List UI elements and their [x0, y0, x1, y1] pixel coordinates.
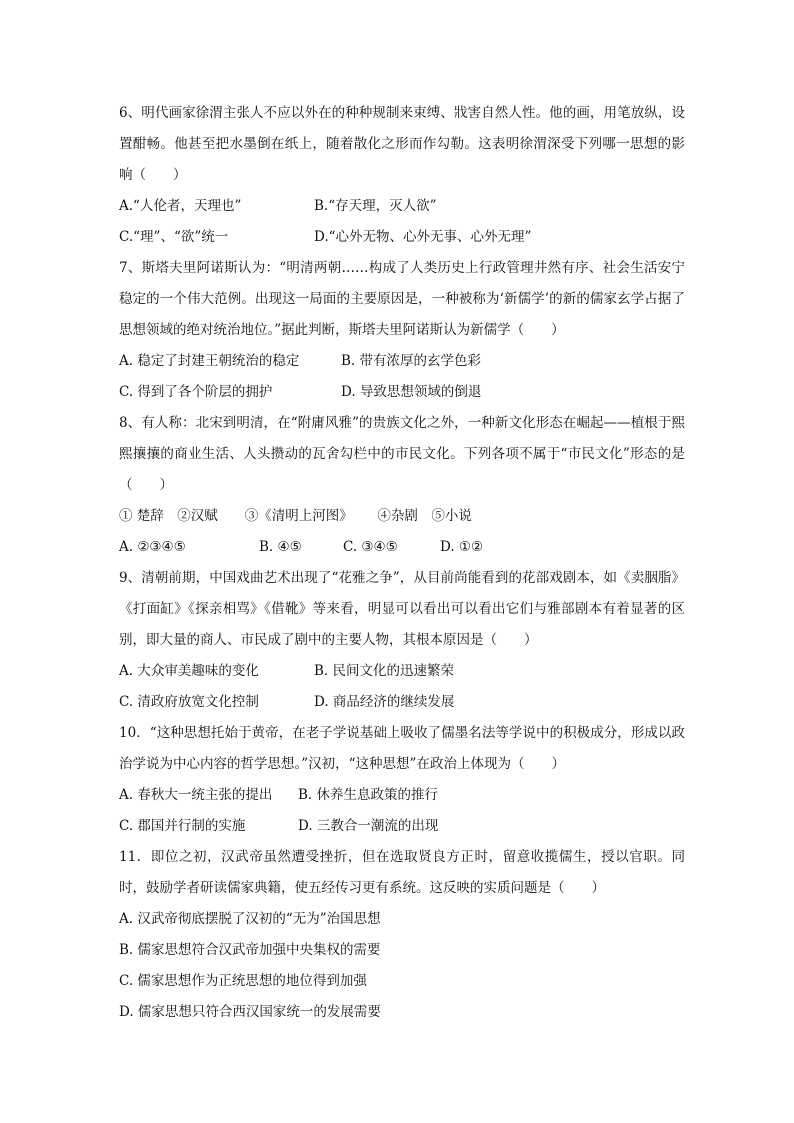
option-row: [119, 377, 685, 408]
option-c: C. 郡国并行制的实施: [119, 818, 246, 834]
question-6: [119, 98, 685, 253]
option-b: B. ④⑤: [259, 539, 302, 555]
option-row: [119, 811, 685, 842]
option-row: [119, 222, 685, 253]
question-list: [119, 98, 685, 1028]
option-a: A. 春秋大一统主张的提出: [119, 787, 273, 803]
option-row: [119, 532, 685, 563]
option-d: D. 三教合一潮流的出现: [298, 818, 439, 834]
question-11: [119, 842, 685, 1028]
option-row: [119, 346, 685, 377]
question-stem: 8、有人称：北宋到明清，在“附庸风雅”的贵族文化之外，一种新文化形态在崛起——植根于熙熙攘攘的商业生活、人头攒动的瓦舍勾栏中的市民文化。下列各项不属于“市民文化”形态的是（ ）: [119, 415, 685, 493]
question-8: [119, 408, 685, 563]
option-a: A. 大众审美趣味的变化: [119, 663, 259, 679]
question-stem: 10．“这种思想托始于黄帝，在老子学说基础上吸收了儒墨名法等学说中的积极成分，形成以政治学说为中心内容的哲学思想。”汉初，“这种思想”在政治上体现为（ ）: [119, 725, 685, 772]
option-a: A.“人伦者，天理也”: [119, 198, 242, 214]
option-b: B. 儒家思想符合汉武帝加强中央集权的需要: [119, 942, 381, 958]
question-7: [119, 253, 685, 408]
option-row: [119, 687, 685, 718]
option-a: A. ②③④⑤: [119, 539, 186, 555]
question-stem: 9、清朝前期，中国戏曲艺术出现了“花雅之争”，从目前尚能看到的花部戏剧本，如《卖胭脂》《打面缸》《探亲相骂》《借靴》等来看，明显可以看出可以看出它们与雅部剧本有着显著的区别，即大量的商人、市民成了剧中的主要人物，其根本原因是（ ）: [119, 570, 685, 648]
question-stem: 7、斯塔夫里阿诺斯认为：“明清两朝……构成了人类历史上行政管理井然有序、社会生活安宁稳定的一个伟大范例。出现这一局面的主要原因是，一种被称为‘新儒学’的新的儒家玄学占据了思想领域的绝对统治地位。”据此判断，斯塔夫里阿诺斯认为新儒学（ ）: [119, 260, 685, 338]
question-10: [119, 718, 685, 842]
option-d: D.“心外无物、心外无事、心外无理”: [314, 229, 532, 245]
option-d: D. ①②: [440, 539, 484, 555]
option-b: B. 休养生息政策的推行: [298, 787, 439, 803]
option-row: [119, 191, 685, 222]
option-c: C. 得到了各个阶层的拥护: [119, 384, 273, 400]
option-b: B.“存天理，灭人欲”: [314, 198, 437, 214]
option-c: C. 儒家思想作为正统思想的地位得到加强: [119, 973, 367, 989]
option-row: [119, 780, 685, 811]
option-d: D. 儒家思想只符合西汉国家统一的发展需要: [119, 1004, 381, 1020]
option-c: C. 清政府放宽文化控制: [119, 694, 259, 710]
question-stem: 11．即位之初，汉武帝虽然遭受挫折，但在选取贤良方正时，留意收揽儒生，授以官职。同时，鼓励学者研读儒家典籍，使五经传习更有系统。这反映的实质问题是（ ）: [119, 849, 685, 896]
option-a: A. 汉武帝彻底摆脱了汉初的“无为”治国思想: [119, 911, 381, 927]
option-c: C.“理”、“欲”统一: [119, 229, 229, 245]
option-row: [119, 656, 685, 687]
option-d: D. 导致思想领域的倒退: [341, 384, 482, 400]
question-9: [119, 563, 685, 718]
option-b: B. 民间文化的迅速繁荣: [314, 663, 455, 679]
option-b: B. 带有浓厚的玄学色彩: [341, 353, 482, 369]
option-a: A. 稳定了封建王朝统治的稳定: [119, 353, 300, 369]
option-c: C. ③④⑤: [343, 539, 398, 555]
question-stem: 6、明代画家徐渭主张人不应以外在的种种规制来束缚、戕害自然人性。他的画，用笔放纵，设置酣畅。他甚至把水墨倒在纸上，随着散化之形而作勾勒。这表明徐渭深受下列哪一思想的影响（ ）: [119, 105, 685, 183]
question-items: ① 楚辞 ②汉赋 ③《清明上河图》 ④杂剧 ⑤小说: [119, 508, 472, 524]
option-d: D. 商品经济的继续发展: [314, 694, 455, 710]
